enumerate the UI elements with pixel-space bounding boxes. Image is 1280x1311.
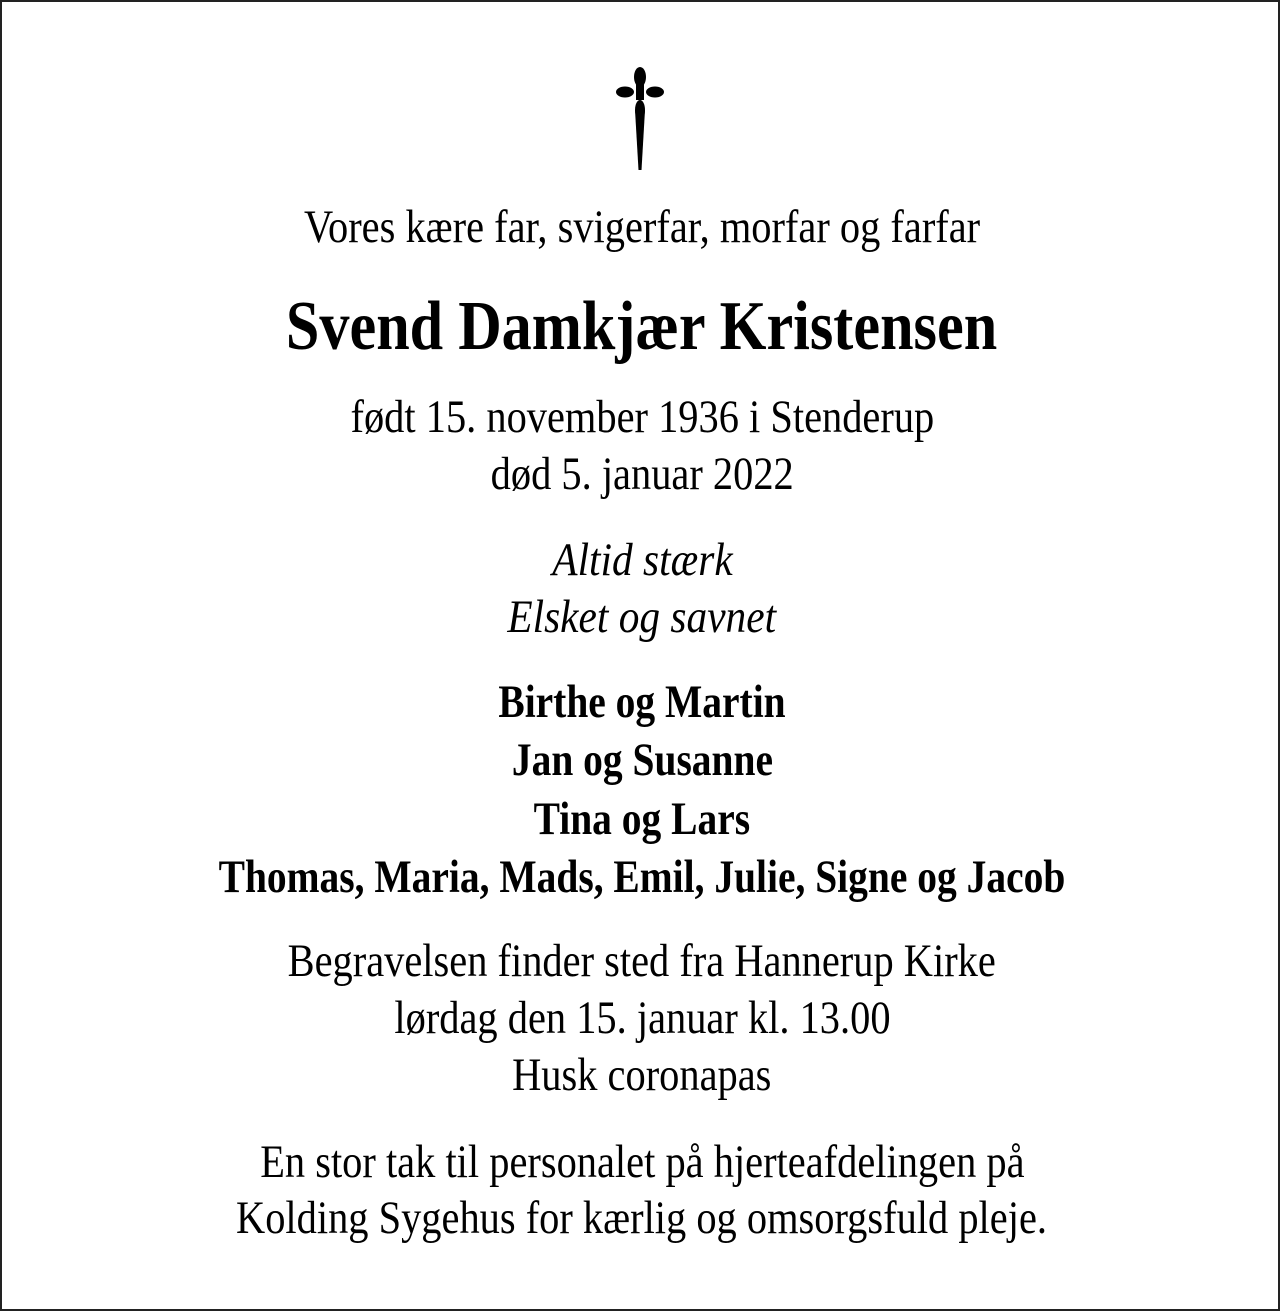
epitaph-line-1: Altid stærk — [551, 534, 733, 586]
cross-icon — [610, 64, 670, 174]
thanks-line-1: En stor tak til personalet på hjerteafdelingen på — [259, 1136, 1025, 1188]
funeral-line-1: Begravelsen finder sted fra Hannerup Kirke — [287, 935, 997, 987]
epitaph-line-2: Elsket og savnet — [507, 591, 777, 643]
thanks-line-2: Kolding Sygehus for kærlig og omsorgsfuld pleje. — [236, 1192, 1048, 1244]
mourner-line-3: Tina og Lars — [533, 793, 751, 845]
mourner-line-2: Jan og Susanne — [511, 734, 773, 786]
mourner-line-4: Thomas, Maria, Mads, Emil, Julie, Signe og Jacob — [218, 851, 1066, 903]
intro-text: Vores kære far, svigerfar, morfar og farfar — [303, 201, 981, 253]
funeral-line-3: Husk coronapas — [512, 1049, 772, 1101]
funeral-line-2: lørdag den 15. januar kl. 13.00 — [393, 992, 891, 1044]
deceased-name: Svend Damkjær Kristensen — [286, 288, 998, 365]
death-line: død 5. januar 2022 — [490, 448, 794, 500]
mourner-line-1: Birthe og Martin — [498, 676, 786, 728]
birth-line: født 15. november 1936 i Stenderup — [350, 391, 934, 443]
